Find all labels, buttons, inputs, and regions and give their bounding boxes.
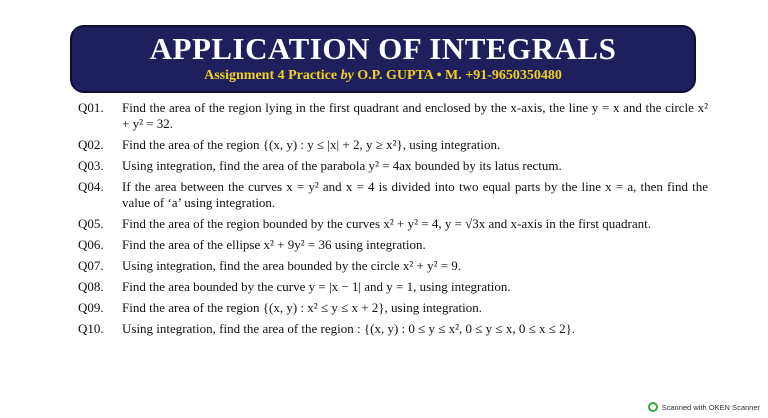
question-number: Q07. <box>78 258 104 273</box>
scanner-watermark <box>648 402 760 412</box>
question-number: Q03. <box>78 158 104 173</box>
subtitle-prefix: Assignment 4 Practice <box>204 68 341 83</box>
question-text: Using integration, find the area of the parabola y² = 4ax bounded by its latus rectum. <box>122 158 562 173</box>
question-list <box>78 100 708 342</box>
question-text: Using integration, find the area of the region : {(x, y) : 0 ≤ y ≤ x², 0 ≤ y ≤ x, 0 ≤ x ≤ 2}. <box>122 321 576 336</box>
question-item <box>78 300 708 316</box>
question-item <box>78 158 708 174</box>
question-text: Find the area of the region lying in the first quadrant and enclosed by the x-axis, the line y = x and the circle x² + y² = 32. <box>122 100 708 131</box>
question-number: Q01. <box>78 100 104 115</box>
question-text: If the area between the curves x = y² and x = 4 is divided into two equal parts by the line x = a, then find the value of ‘a’ using integration. <box>122 179 708 210</box>
question-item <box>78 216 708 232</box>
subtitle-by: by <box>340 68 354 83</box>
question-number: Q05. <box>78 216 104 231</box>
question-text: Find the area of the region {(x, y) : x² ≤ y ≤ x + 2}, using integration. <box>122 300 483 315</box>
question-number: Q10. <box>78 321 104 336</box>
question-number: Q02. <box>78 137 104 152</box>
subtitle-author: O.P. GUPTA • M. +91-9650350480 <box>353 68 562 83</box>
question-item <box>78 258 708 274</box>
page-title: APPLICATION OF INTEGRALS <box>149 31 617 66</box>
question-number: Q09. <box>78 300 104 315</box>
question-text: Find the area bounded by the curve y = |x − 1| and y = 1, using integration. <box>122 279 511 294</box>
question-item <box>78 137 708 153</box>
scanner-text: Scanned with OKEN Scanner <box>661 402 760 412</box>
scanner-logo-icon <box>648 402 658 412</box>
question-number: Q06. <box>78 237 104 252</box>
assignment-subtitle <box>72 67 694 85</box>
question-text: Find the area of the region bounded by the curves x² + y² = 4, y = √3x and x-axis in the first quadrant. <box>122 216 651 231</box>
question-item <box>78 100 708 132</box>
title-banner <box>70 25 696 93</box>
question-item <box>78 321 708 337</box>
question-number: Q04. <box>78 179 104 194</box>
question-text: Find the area of the ellipse x² + 9y² = 36 using integration. <box>122 237 426 252</box>
question-item <box>78 279 708 295</box>
question-text: Find the area of the region {(x, y) : y ≤ |x| + 2, y ≥ x²}, using integration. <box>122 137 501 152</box>
question-number: Q08. <box>78 279 104 294</box>
question-item <box>78 237 708 253</box>
question-text: Using integration, find the area bounded by the circle x² + y² = 9. <box>122 258 462 273</box>
question-item <box>78 179 708 211</box>
